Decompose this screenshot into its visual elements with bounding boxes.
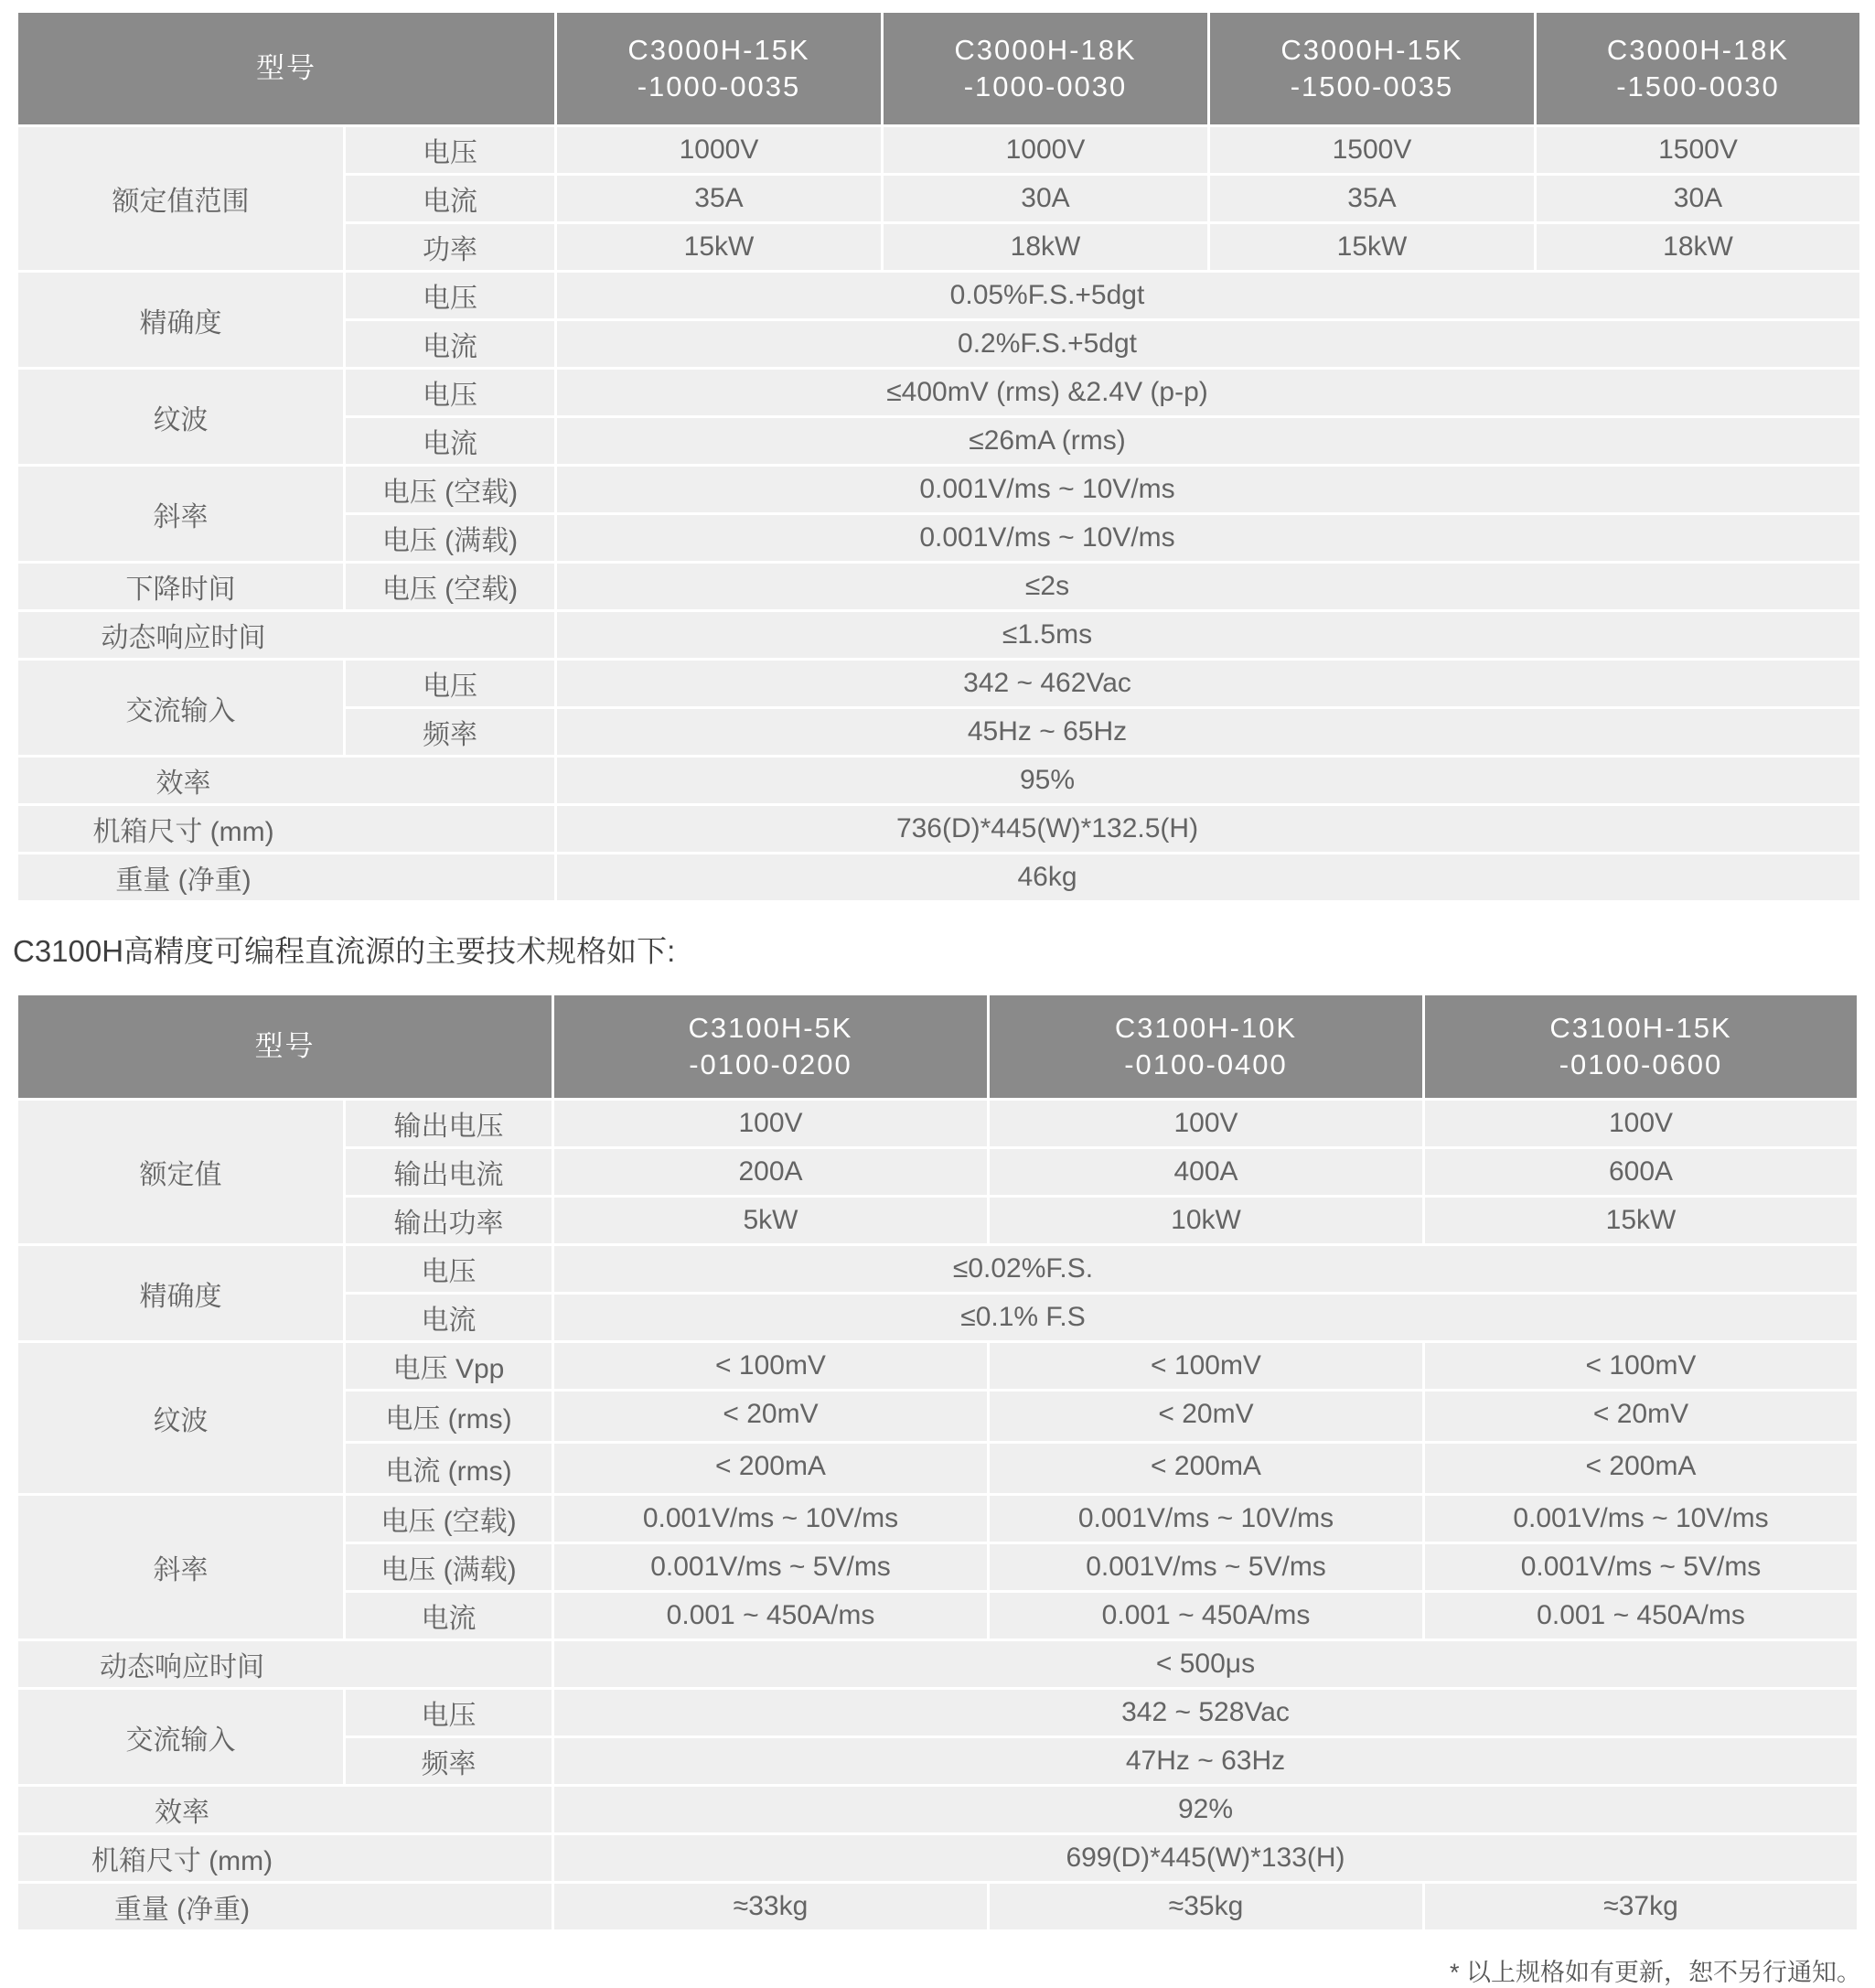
value-cell: ≈37kg <box>1425 1884 1857 1929</box>
value-cell: 18kW <box>1537 224 1859 270</box>
sub-label-cell: 电流 <box>346 321 554 367</box>
value-cell: 0.001 ~ 450A/ms <box>990 1593 1422 1639</box>
model-name-line2: -0100-0200 <box>689 1048 852 1080</box>
value-cell: 35A <box>1210 176 1534 221</box>
value-cell: < 200mA <box>1425 1444 1857 1493</box>
merged-value-cell: 0.05%F.S.+5dgt <box>557 273 1859 318</box>
sub-label-cell: 电流 (rms) <box>346 1444 552 1493</box>
sub-label-cell: 电压 <box>346 1246 552 1292</box>
model-name-line1: C3000H-15K <box>627 34 810 66</box>
model-name-line1: C3100H-15K <box>1549 1012 1732 1044</box>
merged-value-cell: 95% <box>557 758 1859 803</box>
table-row <box>18 127 1859 173</box>
model-name-line2: -1500-0030 <box>1616 70 1780 102</box>
model-name-line1: C3100H-10K <box>1114 1012 1298 1044</box>
table-header-row <box>18 995 1857 1098</box>
category-cell: 效率 <box>18 758 554 803</box>
value-cell: 0.001V/ms ~ 10V/ms <box>554 1496 987 1542</box>
table-row <box>18 1343 1857 1389</box>
sub-label-cell: 电流 <box>346 1295 552 1340</box>
category-cell: 效率 <box>18 1787 552 1832</box>
table-header-row <box>18 13 1859 124</box>
table-row <box>18 1496 1857 1542</box>
value-cell: ≈33kg <box>554 1884 987 1929</box>
value-cell: 0.001 ~ 450A/ms <box>554 1593 987 1639</box>
value-cell: 30A <box>884 176 1207 221</box>
value-cell: 100V <box>990 1101 1422 1146</box>
merged-value-cell: 46kg <box>557 854 1859 900</box>
model-header <box>1537 13 1859 124</box>
merged-value-cell: 342 ~ 528Vac <box>554 1690 1857 1735</box>
table-row <box>18 1884 1857 1929</box>
value-cell: 0.001V/ms ~ 5V/ms <box>1425 1544 1857 1590</box>
category-cell: 重量 (净重) <box>18 854 554 900</box>
sub-label-cell: 频率 <box>346 709 554 755</box>
merged-value-cell: 45Hz ~ 65Hz <box>557 709 1859 755</box>
merged-value-cell: ≤0.02%F.S. <box>554 1246 1857 1292</box>
merged-value-cell: ≤1.5ms <box>557 612 1859 658</box>
sub-label-cell: 电压 (满载) <box>346 1544 552 1590</box>
sub-label-cell: 输出功率 <box>346 1198 552 1243</box>
value-cell: 0.001 ~ 450A/ms <box>1425 1593 1857 1639</box>
category-cell: 精确度 <box>18 1246 343 1340</box>
sub-label-cell: 电压 <box>346 273 554 318</box>
model-header <box>554 995 987 1098</box>
table-row <box>18 1101 1857 1146</box>
sub-label-cell: 电压 <box>346 1690 552 1735</box>
table-row <box>18 1246 1857 1292</box>
merged-value-cell: 736(D)*445(W)*132.5(H) <box>557 806 1859 852</box>
sub-label-cell: 电压 (空载) <box>346 1496 552 1542</box>
sub-label-cell: 电流 <box>346 176 554 221</box>
value-cell: 35A <box>557 176 881 221</box>
value-cell: ≈35kg <box>990 1884 1422 1929</box>
value-cell: 0.001V/ms ~ 10V/ms <box>990 1496 1422 1542</box>
model-name-line1: C3000H-15K <box>1280 34 1463 66</box>
sub-label-cell: 输出电压 <box>346 1101 552 1146</box>
model-header <box>557 13 881 124</box>
merged-value-cell: ≤2s <box>557 564 1859 609</box>
value-cell: 1000V <box>557 127 881 173</box>
sub-label-cell: 频率 <box>346 1738 552 1784</box>
merged-value-cell: 342 ~ 462Vac <box>557 661 1859 706</box>
value-cell: 0.001V/ms ~ 10V/ms <box>1425 1496 1857 1542</box>
value-cell: 15kW <box>557 224 881 270</box>
merged-value-cell: 0.2%F.S.+5dgt <box>557 321 1859 367</box>
table-row <box>18 467 1859 512</box>
value-cell: 0.001V/ms ~ 5V/ms <box>554 1544 987 1590</box>
category-cell: 斜率 <box>18 1496 343 1639</box>
model-header <box>884 13 1207 124</box>
c3100h-spec-table <box>16 993 1859 1932</box>
category-cell: 机箱尺寸 (mm) <box>18 1835 552 1881</box>
sub-label-cell: 电压 (空载) <box>346 467 554 512</box>
value-cell: 15kW <box>1425 1198 1857 1243</box>
model-name-line1: C3100H-5K <box>688 1012 853 1044</box>
value-cell: 15kW <box>1210 224 1534 270</box>
category-cell: 机箱尺寸 (mm) <box>18 806 554 852</box>
category-cell: 额定值 <box>18 1101 343 1243</box>
value-cell: 30A <box>1537 176 1859 221</box>
value-cell: 1000V <box>884 127 1207 173</box>
value-cell: 5kW <box>554 1198 987 1243</box>
merged-value-cell: 699(D)*445(W)*133(H) <box>554 1835 1857 1881</box>
merged-value-cell: ≤400mV (rms) &2.4V (p-p) <box>557 370 1859 415</box>
table-row <box>18 661 1859 706</box>
sub-label-cell: 电压 (满载) <box>346 515 554 561</box>
sub-label-cell: 电压 <box>346 127 554 173</box>
value-cell: < 20mV <box>990 1392 1422 1441</box>
model-corner-header: 型号 <box>18 995 552 1098</box>
value-cell: < 20mV <box>554 1392 987 1441</box>
value-cell: 100V <box>554 1101 987 1146</box>
model-header <box>1425 995 1857 1098</box>
table-row <box>18 273 1859 318</box>
table-row <box>18 806 1859 852</box>
category-cell: 动态响应时间 <box>18 612 554 658</box>
category-cell: 动态响应时间 <box>18 1641 552 1687</box>
category-cell: 额定值范围 <box>18 127 343 270</box>
value-cell: 18kW <box>884 224 1207 270</box>
value-cell: < 20mV <box>1425 1392 1857 1441</box>
value-cell: 10kW <box>990 1198 1422 1243</box>
category-cell: 斜率 <box>18 467 343 561</box>
value-cell: < 100mV <box>1425 1343 1857 1389</box>
table-row <box>18 1690 1857 1735</box>
sub-label-cell: 输出电流 <box>346 1149 552 1195</box>
model-header <box>990 995 1422 1098</box>
table-row <box>18 854 1859 900</box>
model-header <box>1210 13 1534 124</box>
table-row <box>18 1835 1857 1881</box>
model-name-line2: -0100-0600 <box>1559 1048 1723 1080</box>
merged-value-cell: ≤26mA (rms) <box>557 418 1859 464</box>
sub-label-cell: 功率 <box>346 224 554 270</box>
value-cell: 200A <box>554 1149 987 1195</box>
value-cell: 1500V <box>1537 127 1859 173</box>
table-row <box>18 1787 1857 1832</box>
c3000h-spec-table <box>16 10 1862 903</box>
spec-update-footnote: * 以上规格如有更新，恕不另行通知。 <box>1449 1959 1861 1986</box>
sub-label-cell: 电流 <box>346 418 554 464</box>
model-corner-header: 型号 <box>18 13 554 124</box>
value-cell: 400A <box>990 1149 1422 1195</box>
merged-value-cell: 0.001V/ms ~ 10V/ms <box>557 467 1859 512</box>
merged-value-cell: 47Hz ~ 63Hz <box>554 1738 1857 1784</box>
sub-label-cell: 电压 Vpp <box>346 1343 552 1389</box>
value-cell: < 200mA <box>990 1444 1422 1493</box>
merged-value-cell: 0.001V/ms ~ 10V/ms <box>557 515 1859 561</box>
value-cell: < 200mA <box>554 1444 987 1493</box>
model-name-line1: C3000H-18K <box>954 34 1137 66</box>
sub-label-cell: 电压 <box>346 661 554 706</box>
category-cell: 下降时间 <box>18 564 343 609</box>
sub-label-cell: 电压 <box>346 370 554 415</box>
merged-value-cell: < 500μs <box>554 1641 1857 1687</box>
merged-value-cell: ≤0.1% F.S <box>554 1295 1857 1340</box>
category-cell: 交流输入 <box>18 661 343 755</box>
table-row <box>18 1641 1857 1687</box>
model-name-line2: -1000-0035 <box>637 70 801 102</box>
table-row <box>18 612 1859 658</box>
model-name-line2: -1500-0035 <box>1290 70 1454 102</box>
model-name-line2: -0100-0400 <box>1124 1048 1288 1080</box>
category-cell: 纹波 <box>18 1343 343 1493</box>
value-cell: < 100mV <box>990 1343 1422 1389</box>
category-cell: 交流输入 <box>18 1690 343 1784</box>
table-row <box>18 370 1859 415</box>
value-cell: 600A <box>1425 1149 1857 1195</box>
sub-label-cell: 电压 (rms) <box>346 1392 552 1441</box>
table-row <box>18 758 1859 803</box>
category-cell: 纹波 <box>18 370 343 464</box>
merged-value-cell: 92% <box>554 1787 1857 1832</box>
model-name-line2: -1000-0030 <box>963 70 1128 102</box>
model-name-line1: C3000H-18K <box>1606 34 1790 66</box>
sub-label-cell: 电压 (空载) <box>346 564 554 609</box>
value-cell: 1500V <box>1210 127 1534 173</box>
value-cell: 0.001V/ms ~ 5V/ms <box>990 1544 1422 1590</box>
section-intro-text: C3100H高精度可编程直流源的主要技术规格如下: <box>13 934 676 968</box>
value-cell: 100V <box>1425 1101 1857 1146</box>
category-cell: 精确度 <box>18 273 343 367</box>
category-cell: 重量 (净重) <box>18 1884 552 1929</box>
table-row <box>18 564 1859 609</box>
value-cell: < 100mV <box>554 1343 987 1389</box>
sub-label-cell: 电流 <box>346 1593 552 1639</box>
